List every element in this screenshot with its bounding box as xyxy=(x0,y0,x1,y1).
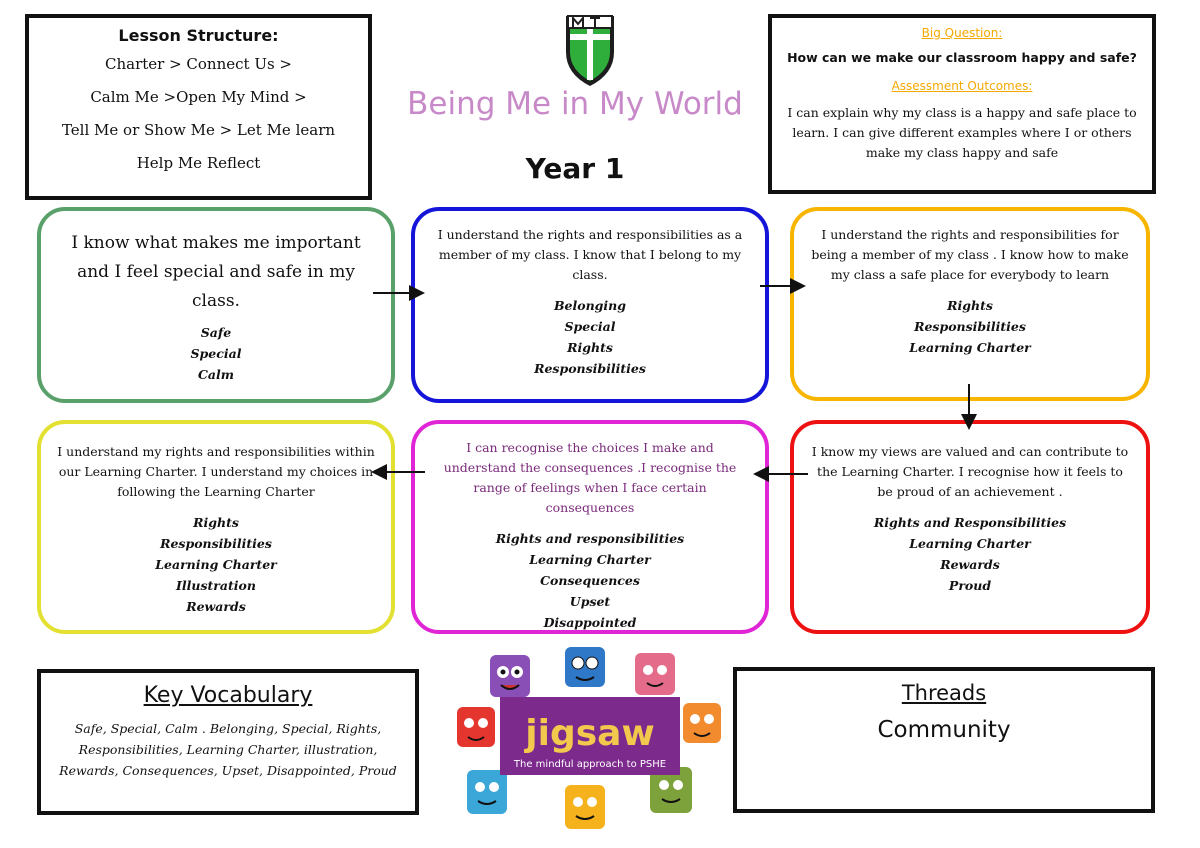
step-box-2 xyxy=(411,207,769,403)
logo-brand: jigsaw xyxy=(525,713,655,754)
step-vocab-word: Rights xyxy=(567,340,613,355)
step-box-3 xyxy=(790,207,1150,401)
assessment-outcomes-text: I can explain why my class is a happy and safe place to learn. I can give different examples where I or others make my class happy and safe xyxy=(787,105,1137,160)
lesson-structure-line: Charter > Connect Us > xyxy=(104,55,292,73)
step-vocab-word: Upset xyxy=(569,594,611,609)
lesson-structure-line: Tell Me or Show Me > Let Me learn xyxy=(61,121,336,139)
key-vocabulary-title: Key Vocabulary xyxy=(143,683,313,708)
step-vocab-word: Responsibilities xyxy=(914,319,1026,334)
step-vocab-word: Special xyxy=(564,319,616,334)
big-question-text: How can we make our classroom happy and safe? xyxy=(787,50,1137,65)
step-description: I understand the rights and responsibilities for being a member of my class . I know how to make my class a safe place for everybody to learn xyxy=(811,227,1129,282)
key-vocabulary-text: Safe, Special, Calm . Belonging, Special, Rights, Responsibilities, Learning Charter, illustration, Rewards, Consequences, Upset, Disappointed, Proud xyxy=(59,721,397,778)
step-box-5 xyxy=(411,420,769,634)
step-description: I can recognise the choices I make and understand the consequences .I recognise the range of feelings when I face certain consequences xyxy=(443,440,737,515)
big-question-box xyxy=(768,14,1156,194)
puzzle-character-icon xyxy=(565,647,605,687)
lesson-structure-box xyxy=(25,14,372,200)
logo-tagline: The mindful approach to PSHE xyxy=(513,759,667,770)
threads-title: Threads xyxy=(901,681,987,705)
lesson-structure-line: Calm Me >Open My Mind > xyxy=(90,88,307,106)
step-vocab-list xyxy=(808,295,1132,358)
step-vocab-word: Rewards xyxy=(186,599,246,614)
puzzle-character-icon xyxy=(467,770,507,814)
key-vocabulary-box xyxy=(37,669,419,815)
step-vocab-word: Rewards xyxy=(940,557,1000,572)
step-vocab-word: Belonging xyxy=(553,298,626,313)
puzzle-character-icon xyxy=(635,653,675,695)
step-vocab-word: Rights and Responsibilities xyxy=(873,515,1067,530)
jigsaw-logo-icon xyxy=(445,645,735,835)
big-question-heading: Big Question: xyxy=(921,26,1003,40)
step-box-6 xyxy=(37,420,395,634)
step-vocab-word: Responsibilities xyxy=(160,536,272,551)
step-vocab-list xyxy=(55,512,377,617)
assessment-outcomes-heading: Assessment Outcomes: xyxy=(891,79,1033,93)
step-vocab-word: Calm xyxy=(197,367,235,382)
page-title: Being Me in My World xyxy=(407,86,743,122)
step-vocab-word: Proud xyxy=(948,578,992,593)
step-vocab-word: Rights xyxy=(193,515,239,530)
step-vocab-word: Learning Charter xyxy=(529,552,651,567)
step-description: I know my views are valued and can contribute to the Learning Charter. I recognise how it feels to be proud of an achievement . xyxy=(811,444,1129,499)
step-vocab-word: Learning Charter xyxy=(909,536,1031,551)
year-label: Year 1 xyxy=(525,152,625,185)
threads-value: Community xyxy=(877,717,1011,743)
step-vocab-word: Rights xyxy=(947,298,993,313)
puzzle-character-icon xyxy=(457,707,495,747)
step-box-1 xyxy=(37,207,395,403)
step-description: I understand the rights and responsibilities as a member of my class. I know that I belong to my class. xyxy=(437,227,743,282)
step-vocab-word: Safe xyxy=(200,325,232,340)
step-vocab-word: Special xyxy=(190,346,242,361)
step-vocab-list xyxy=(429,295,751,379)
threads-box xyxy=(733,667,1155,813)
step-vocab-word: Rights and responsibilities xyxy=(495,531,685,546)
lesson-structure-line: Help Me Reflect xyxy=(136,154,261,172)
lesson-structure-title: Lesson Structure: xyxy=(118,26,279,45)
step-description: I understand my rights and responsibilities within our Learning Charter. I understand my choices in following the Learning Charter xyxy=(57,444,375,499)
step-vocab-word: Learning Charter xyxy=(909,340,1031,355)
step-vocab-word: Consequences xyxy=(540,573,640,588)
puzzle-character-icon xyxy=(683,703,721,743)
step-vocab-list xyxy=(55,322,377,385)
step-description: I know what makes me important and I feel special and safe in my class. xyxy=(71,233,361,311)
puzzle-character-icon xyxy=(490,655,530,697)
step-vocab-word: Disappointed xyxy=(543,615,637,630)
puzzle-character-icon xyxy=(565,785,605,829)
step-vocab-word: Illustration xyxy=(176,578,256,593)
step-vocab-word: Learning Charter xyxy=(155,557,277,572)
step-vocab-list xyxy=(808,512,1132,596)
step-box-4 xyxy=(790,420,1150,634)
school-crest-icon xyxy=(562,12,618,88)
step-vocab-word: Responsibilities xyxy=(534,361,646,376)
step-vocab-list xyxy=(429,528,751,633)
